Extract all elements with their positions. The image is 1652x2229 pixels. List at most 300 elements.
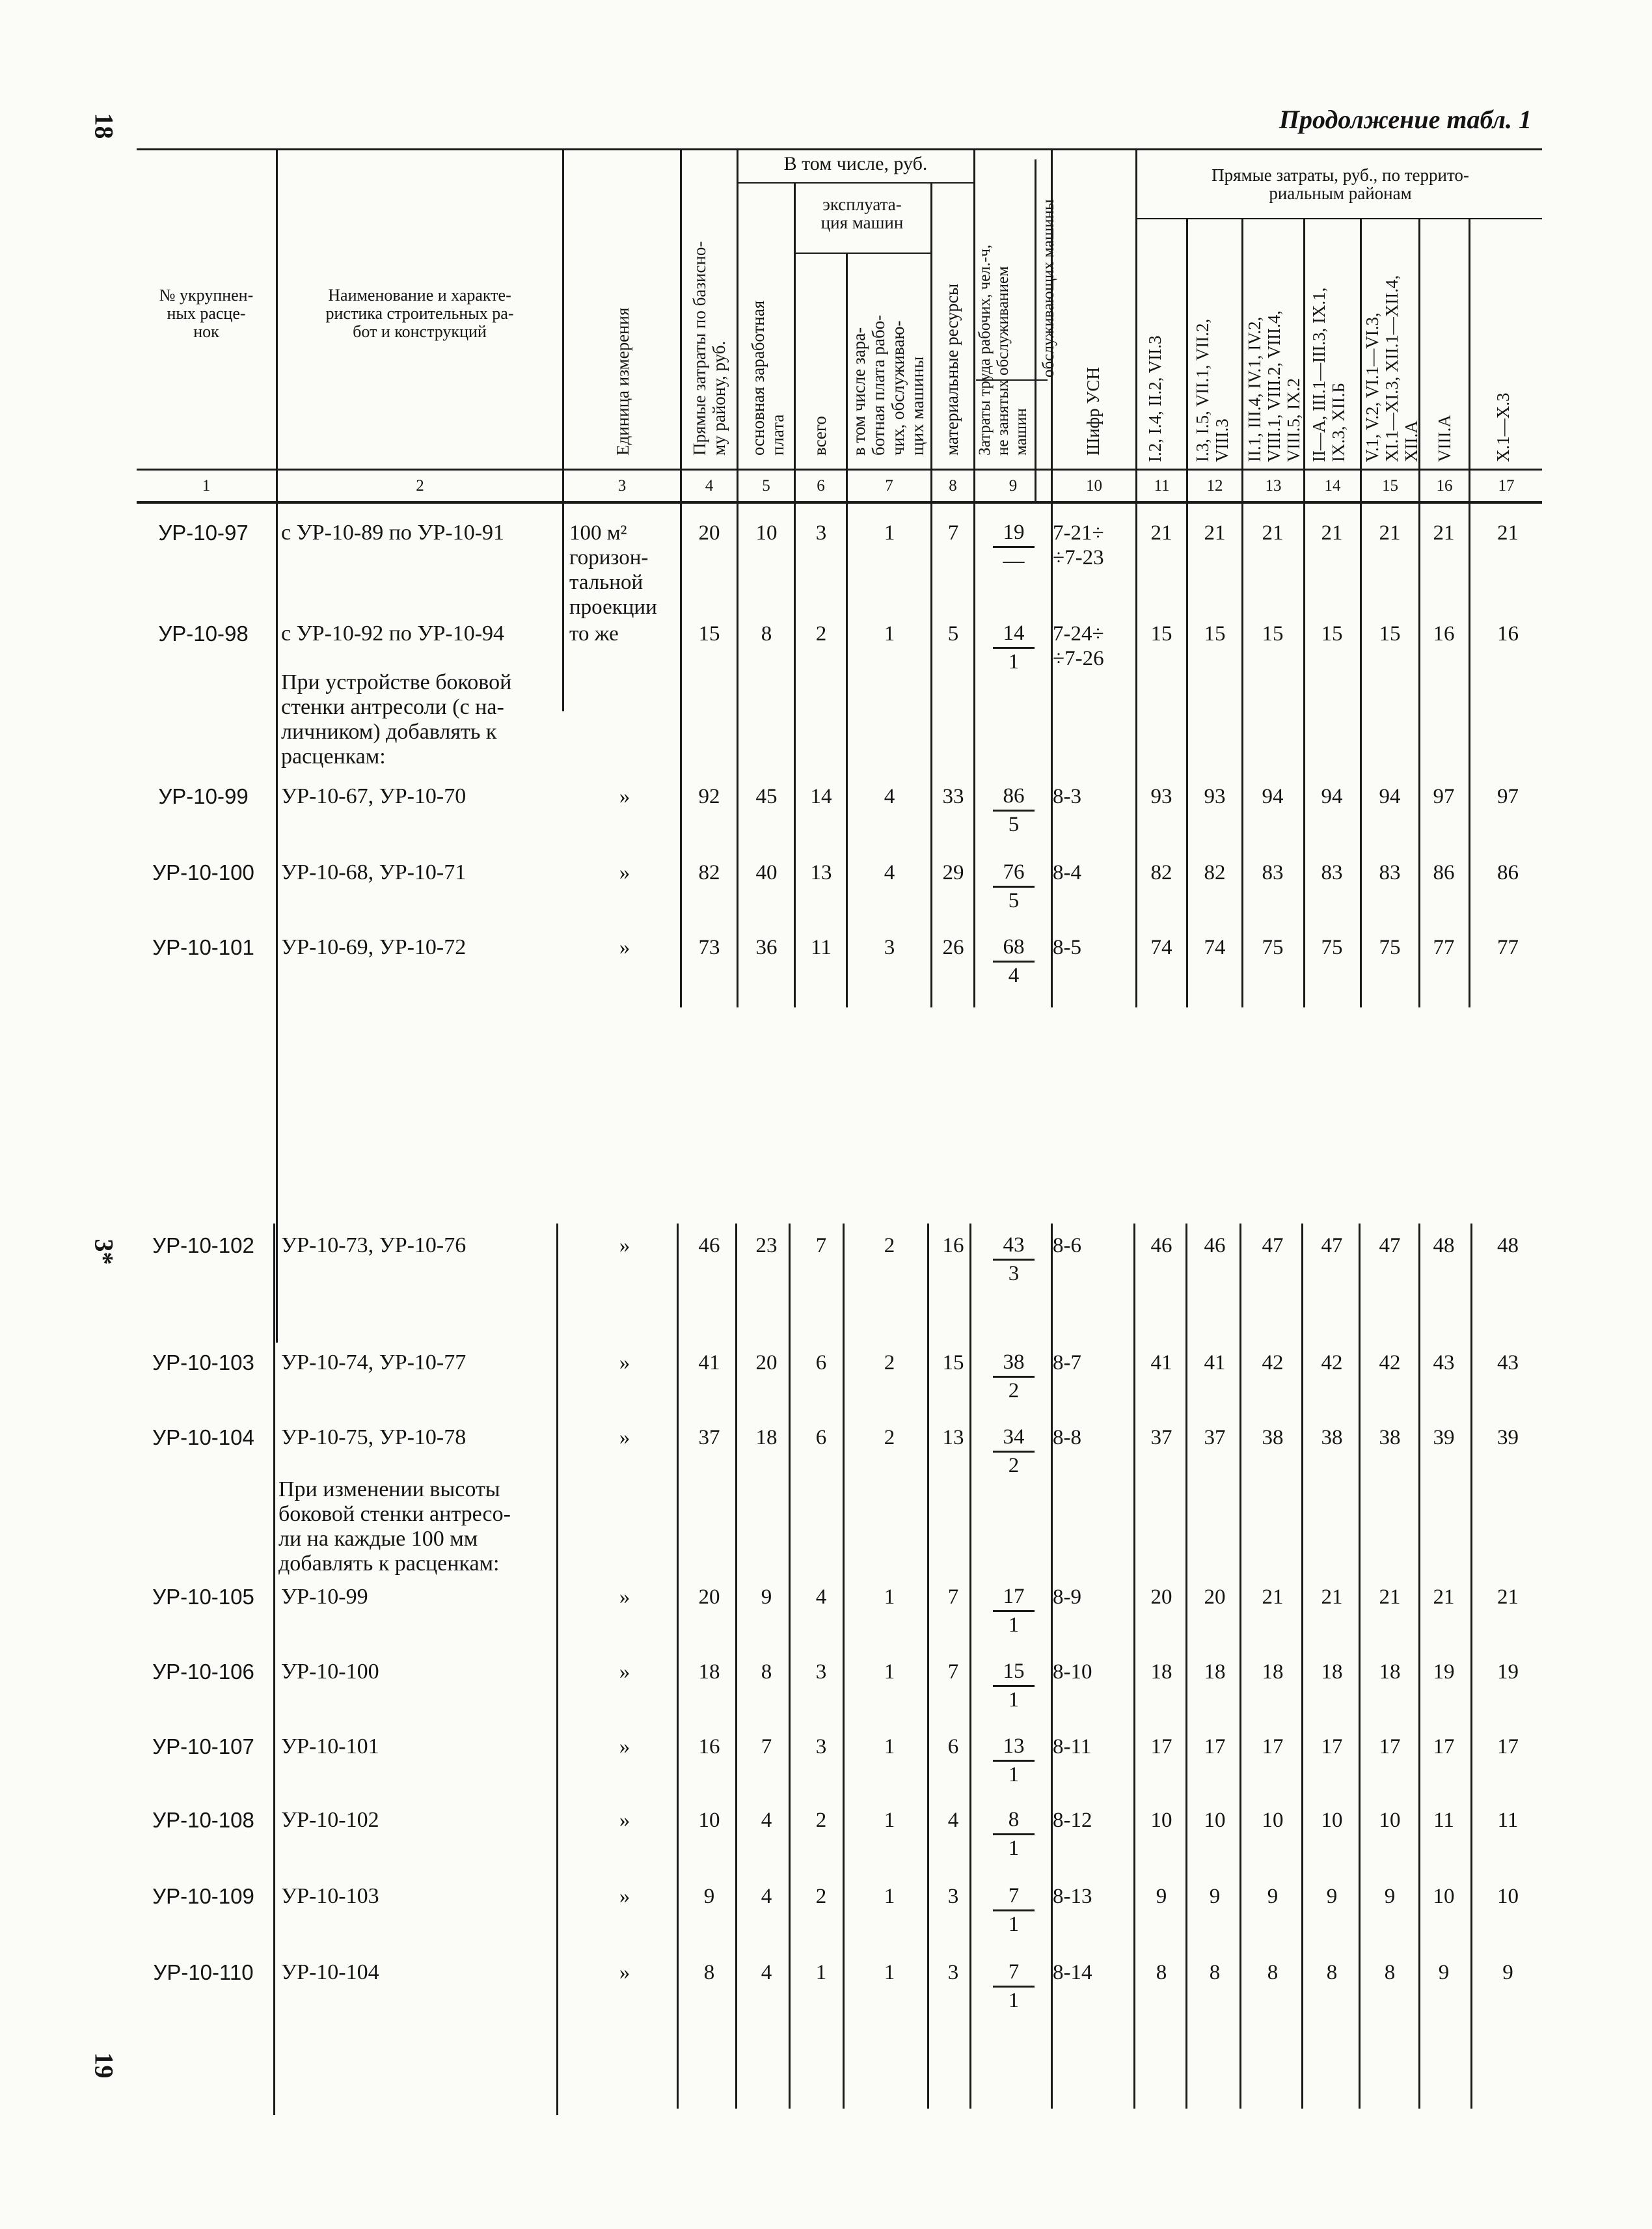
value-c5: 4 <box>761 1961 772 1984</box>
region-c14: 15 <box>1321 622 1343 646</box>
value-c7: 1 <box>884 1961 895 1984</box>
value-c6: 2 <box>815 1809 827 1832</box>
header-col-4: Прямые затраты по базисно- му району, руб. <box>690 241 729 456</box>
value-c5: 8 <box>761 622 772 646</box>
region-c11: 15 <box>1150 622 1172 646</box>
value-c5: 9 <box>761 1585 772 1609</box>
fraction-bar <box>993 886 1035 888</box>
value-c4: 15 <box>698 622 720 646</box>
work-name: УР-10-103 <box>281 1884 379 1908</box>
unit-of-measure: » <box>619 1961 630 1984</box>
value-c7: 2 <box>884 1426 895 1449</box>
labor-top: 34 <box>1003 1425 1025 1449</box>
value-c5: 18 <box>755 1426 778 1449</box>
value-c5: 45 <box>755 785 778 808</box>
header-col-9b: обслуживающих машины <box>1040 199 1057 377</box>
column-number: 15 <box>1382 477 1398 495</box>
region-c13: 83 <box>1262 861 1284 884</box>
region-c14: 17 <box>1321 1735 1343 1758</box>
fraction-bar <box>993 1909 1035 1911</box>
labor-bottom: 1 <box>1008 1688 1020 1712</box>
labor-bottom: 1 <box>1008 1913 1020 1936</box>
region-c14: 42 <box>1321 1351 1343 1374</box>
region-c15: 47 <box>1379 1234 1401 1257</box>
header-col-5: основная заработная плата <box>748 300 787 456</box>
column-number: 5 <box>762 477 770 495</box>
labor-fraction <box>988 784 1040 837</box>
value-c7: 2 <box>884 1351 895 1374</box>
region-c12: 82 <box>1204 861 1226 884</box>
value-c8: 7 <box>947 521 959 545</box>
region-c17: 39 <box>1497 1426 1519 1449</box>
labor-top: 14 <box>1003 622 1025 645</box>
fraction-bar <box>993 1833 1035 1835</box>
region-c14: 38 <box>1321 1426 1343 1449</box>
rate-code: УР-10-106 <box>152 1660 254 1684</box>
work-name: УР-10-69, УР-10-72 <box>281 935 467 959</box>
unit-of-measure: » <box>619 861 630 884</box>
region-c12: 17 <box>1204 1735 1226 1758</box>
work-name: УР-10-68, УР-10-71 <box>281 860 467 884</box>
header-col-17: X.1—X.3 <box>1493 392 1513 462</box>
region-c16: 48 <box>1433 1234 1455 1257</box>
labor-fraction <box>988 1425 1040 1478</box>
value-c4: 41 <box>698 1351 720 1374</box>
region-c11: 9 <box>1156 1885 1167 1908</box>
sheet-mark: 3* <box>89 1238 119 1265</box>
region-c11: 18 <box>1150 1660 1172 1684</box>
header-col-13: II.1, III.4, IV.1, IV.2, VIII.1, VIII.2, VIII.4, VIII.5, IX.2 <box>1245 310 1303 462</box>
labor-bottom: — <box>1003 549 1025 573</box>
work-name: УР-10-75, УР-10-78 <box>281 1425 467 1449</box>
value-c8: 29 <box>942 861 964 884</box>
unit-of-measure: то же <box>569 622 619 646</box>
labor-top: 7 <box>1008 1884 1020 1908</box>
region-c15: 94 <box>1379 785 1401 808</box>
value-c6: 6 <box>815 1351 827 1374</box>
value-c6: 11 <box>811 936 832 959</box>
rate-code: УР-10-109 <box>152 1884 254 1908</box>
usn-code: 7-24÷ ÷7-26 <box>1053 622 1104 670</box>
fraction-bar <box>993 546 1035 548</box>
region-c16: 9 <box>1438 1961 1450 1984</box>
value-c4: 46 <box>698 1234 720 1257</box>
value-c8: 16 <box>942 1234 964 1257</box>
usn-code: 8-9 <box>1053 1585 1081 1609</box>
region-c17: 17 <box>1497 1735 1519 1758</box>
region-c17: 11 <box>1497 1809 1519 1832</box>
unit-of-measure: » <box>619 1426 630 1449</box>
value-c6: 3 <box>815 1735 827 1758</box>
region-c15: 10 <box>1379 1809 1401 1832</box>
labor-bottom: 1 <box>1008 1989 1020 2012</box>
region-c15: 9 <box>1384 1885 1396 1908</box>
value-c5: 4 <box>761 1809 772 1832</box>
region-c14: 83 <box>1321 861 1343 884</box>
region-c16: 21 <box>1433 521 1455 545</box>
value-c5: 8 <box>761 1660 772 1684</box>
header-col-7: в том числе зара- ботная плата рабо- чих, обслуживаю- щих машины <box>849 314 927 456</box>
region-c17: 48 <box>1497 1234 1519 1257</box>
work-name: УР-10-74, УР-10-77 <box>281 1350 467 1374</box>
value-c4: 82 <box>698 861 720 884</box>
labor-fraction <box>988 1660 1040 1712</box>
region-c15: 21 <box>1379 1585 1401 1609</box>
region-c11: 17 <box>1150 1735 1172 1758</box>
value-c4: 20 <box>698 521 720 545</box>
column-number: 16 <box>1436 477 1453 495</box>
value-c8: 7 <box>947 1585 959 1609</box>
labor-fraction <box>988 622 1040 674</box>
region-c12: 10 <box>1204 1809 1226 1832</box>
unit-of-measure: » <box>619 1660 630 1684</box>
usn-code: 8-6 <box>1053 1234 1081 1257</box>
region-c11: 93 <box>1150 785 1172 808</box>
labor-fraction <box>988 1350 1040 1403</box>
region-c13: 9 <box>1267 1885 1279 1908</box>
column-number: 14 <box>1324 477 1341 495</box>
value-c7: 1 <box>884 1809 895 1832</box>
region-c17: 9 <box>1502 1961 1513 1984</box>
fraction-bar <box>993 1610 1035 1612</box>
usn-code: 8-4 <box>1053 861 1081 884</box>
region-c15: 15 <box>1379 622 1401 646</box>
region-c16: 10 <box>1433 1885 1455 1908</box>
labor-fraction <box>988 1808 1040 1861</box>
region-c16: 77 <box>1433 936 1455 959</box>
region-c16: 11 <box>1433 1809 1454 1832</box>
region-c11: 8 <box>1156 1961 1167 1984</box>
region-c13: 10 <box>1262 1809 1284 1832</box>
work-name: УР-10-99 <box>281 1585 368 1609</box>
region-c15: 18 <box>1379 1660 1401 1684</box>
header-group-expl: эксплуата- ция машин <box>820 195 904 232</box>
work-name: с УР-10-89 по УР-10-91 <box>281 521 505 545</box>
value-c8: 3 <box>947 1885 959 1908</box>
value-c6: 7 <box>815 1234 827 1257</box>
region-c15: 8 <box>1384 1961 1396 1984</box>
region-c12: 20 <box>1204 1585 1226 1609</box>
header-group-regions: Прямые затраты, руб., по террито- риальным районам <box>1212 165 1469 203</box>
labor-top: 7 <box>1008 1960 1020 1984</box>
left-page-number: 18 <box>89 113 119 139</box>
region-c17: 43 <box>1497 1351 1519 1374</box>
region-c12: 37 <box>1204 1426 1226 1449</box>
labor-top: 15 <box>1003 1660 1025 1683</box>
value-c4: 10 <box>698 1809 720 1832</box>
region-c16: 39 <box>1433 1426 1455 1449</box>
region-c12: 15 <box>1204 622 1226 646</box>
value-c5: 10 <box>755 521 778 545</box>
labor-bottom: 1 <box>1008 1837 1020 1860</box>
region-c12: 41 <box>1204 1351 1226 1374</box>
header-col-15: V.1, V.2, VI.1—VI.3, XI.1—XI.3, XII.1—XII.4, XII.A <box>1362 275 1421 462</box>
column-number: 4 <box>705 477 714 495</box>
labor-bottom: 5 <box>1008 813 1020 836</box>
region-c17: 21 <box>1497 1585 1519 1609</box>
unit-of-measure: » <box>619 785 630 808</box>
value-c4: 18 <box>698 1660 720 1684</box>
labor-bottom: 3 <box>1008 1262 1020 1285</box>
unit-of-measure: » <box>619 1351 630 1374</box>
header-col-11: I.2, I.4, II.2, VII.3 <box>1145 335 1165 462</box>
region-c13: 18 <box>1262 1660 1284 1684</box>
value-c8: 5 <box>947 622 959 646</box>
rate-code: УР-10-105 <box>152 1585 254 1609</box>
labor-top: 38 <box>1003 1350 1025 1374</box>
unit-of-measure: » <box>619 1234 630 1257</box>
value-c6: 4 <box>815 1585 827 1609</box>
labor-bottom: 2 <box>1008 1454 1020 1477</box>
usn-code: 8-3 <box>1053 785 1081 808</box>
region-c15: 83 <box>1379 861 1401 884</box>
region-c16: 86 <box>1433 861 1455 884</box>
labor-top: 86 <box>1003 784 1025 808</box>
labor-fraction <box>988 521 1040 573</box>
value-c6: 6 <box>815 1426 827 1449</box>
value-c7: 1 <box>884 1660 895 1684</box>
unit-of-measure: 100 м² горизон- тальной проекции <box>569 521 657 619</box>
fraction-bar <box>993 1376 1035 1378</box>
labor-fraction <box>988 935 1040 988</box>
usn-code: 8-7 <box>1053 1351 1081 1374</box>
usn-code: 8-10 <box>1053 1660 1092 1684</box>
column-number: 11 <box>1154 477 1170 495</box>
rate-code: УР-10-97 <box>158 521 249 545</box>
unit-of-measure: » <box>619 1885 630 1908</box>
labor-top: 19 <box>1003 521 1025 544</box>
rate-code: УР-10-98 <box>158 622 249 646</box>
value-c6: 14 <box>810 785 832 808</box>
column-number: 8 <box>949 477 957 495</box>
value-c8: 26 <box>942 936 964 959</box>
rate-code: УР-10-108 <box>152 1808 254 1832</box>
labor-top: 17 <box>1003 1585 1025 1608</box>
value-c8: 13 <box>942 1426 964 1449</box>
note-height-change: При изменении высоты боковой стенки антресо- ли на каждые 100 мм добавлять к расценкам: <box>278 1477 511 1576</box>
work-name: УР-10-67, УР-10-70 <box>281 784 467 808</box>
column-number: 17 <box>1498 477 1515 495</box>
region-c13: 94 <box>1262 785 1284 808</box>
region-c12: 9 <box>1209 1885 1221 1908</box>
column-number: 2 <box>416 477 424 495</box>
usn-code: 8-12 <box>1053 1809 1092 1832</box>
region-c14: 8 <box>1326 1961 1338 1984</box>
region-c16: 21 <box>1433 1585 1455 1609</box>
value-c4: 92 <box>698 785 720 808</box>
note-side-wall: При устройстве боковой стенки антресоли (с на- личником) добавлять к расценкам: <box>281 670 512 769</box>
region-c14: 94 <box>1321 785 1343 808</box>
value-c6: 1 <box>815 1961 827 1984</box>
value-c4: 37 <box>698 1426 720 1449</box>
region-c17: 10 <box>1497 1885 1519 1908</box>
value-c7: 1 <box>884 622 895 646</box>
value-c7: 1 <box>884 1735 895 1758</box>
rate-code: УР-10-107 <box>152 1734 254 1758</box>
value-c6: 3 <box>815 1660 827 1684</box>
region-c15: 21 <box>1379 521 1401 545</box>
header-col-3: Единица измерения <box>613 307 632 456</box>
column-number: 9 <box>1009 477 1018 495</box>
labor-fraction <box>988 1233 1040 1286</box>
region-c14: 47 <box>1321 1234 1343 1257</box>
header-col-14: II—A, III.1—III.3, IX.1, IX.3, XII.Б <box>1309 287 1348 462</box>
fraction-bar <box>993 1451 1035 1453</box>
column-number: 10 <box>1086 477 1102 495</box>
column-number: 6 <box>817 477 825 495</box>
header-group-v-tom: В том числе, руб. <box>783 153 928 174</box>
value-c6: 2 <box>815 1885 827 1908</box>
value-c7: 1 <box>884 521 895 545</box>
region-c13: 38 <box>1262 1426 1284 1449</box>
region-c13: 8 <box>1267 1961 1279 1984</box>
column-number: 3 <box>617 477 627 495</box>
labor-bottom: 1 <box>1008 650 1020 674</box>
rate-code: УР-10-110 <box>153 1960 254 1984</box>
labor-fraction <box>988 1734 1040 1787</box>
value-c5: 36 <box>755 936 778 959</box>
region-c15: 17 <box>1379 1735 1401 1758</box>
table-caption: Продолжение табл. 1 <box>1279 105 1532 134</box>
labor-top: 43 <box>1003 1233 1025 1257</box>
region-c16: 16 <box>1433 622 1455 646</box>
header-col-10: Шифр УСН <box>1083 366 1103 456</box>
unit-of-measure: » <box>619 1809 630 1832</box>
value-c8: 3 <box>947 1961 959 1984</box>
header-col-16: VIII.A <box>1435 415 1454 462</box>
labor-fraction <box>988 1960 1040 2013</box>
region-c13: 75 <box>1262 936 1284 959</box>
region-c12: 93 <box>1204 785 1226 808</box>
value-c5: 40 <box>755 861 778 884</box>
value-c6: 2 <box>815 622 827 646</box>
region-c12: 46 <box>1204 1234 1226 1257</box>
rate-code: УР-10-101 <box>152 935 254 959</box>
region-c12: 74 <box>1204 936 1226 959</box>
region-c17: 21 <box>1497 521 1519 545</box>
fraction-bar <box>993 1760 1035 1762</box>
region-c12: 18 <box>1204 1660 1226 1684</box>
region-c13: 21 <box>1262 521 1284 545</box>
region-c17: 19 <box>1497 1660 1519 1684</box>
value-c4: 20 <box>698 1585 720 1609</box>
region-c11: 37 <box>1150 1426 1172 1449</box>
header-col-8: материальные ресурсы <box>942 283 962 456</box>
region-c13: 47 <box>1262 1234 1284 1257</box>
region-c15: 42 <box>1379 1351 1401 1374</box>
value-c4: 73 <box>698 936 720 959</box>
labor-bottom: 4 <box>1008 964 1020 987</box>
value-c5: 7 <box>761 1735 772 1758</box>
value-c8: 7 <box>947 1660 959 1684</box>
region-c11: 41 <box>1150 1351 1172 1374</box>
region-c14: 9 <box>1326 1885 1338 1908</box>
region-c13: 15 <box>1262 622 1284 646</box>
region-c14: 21 <box>1321 521 1343 545</box>
usn-code: 7-21÷ ÷7-23 <box>1053 521 1104 569</box>
labor-bottom: 2 <box>1008 1379 1020 1402</box>
work-name: УР-10-102 <box>281 1808 379 1832</box>
fraction-bar <box>993 1259 1035 1261</box>
work-name: УР-10-100 <box>281 1660 379 1684</box>
fraction-bar <box>993 961 1035 963</box>
value-c7: 3 <box>884 936 895 959</box>
header-col-12: I.3, I.5, VII.1, VII.2, VIII.3 <box>1193 318 1232 462</box>
region-c16: 19 <box>1433 1660 1455 1684</box>
usn-code: 8-14 <box>1053 1961 1092 1984</box>
work-name: УР-10-101 <box>281 1734 379 1758</box>
region-c17: 77 <box>1497 936 1519 959</box>
fraction-bar <box>993 1685 1035 1687</box>
labor-top: 76 <box>1003 860 1025 884</box>
region-c12: 8 <box>1209 1961 1221 1984</box>
value-c7: 1 <box>884 1585 895 1609</box>
value-c7: 1 <box>884 1885 895 1908</box>
region-c13: 42 <box>1262 1351 1284 1374</box>
column-number: 12 <box>1206 477 1223 495</box>
labor-bottom: 1 <box>1008 1763 1020 1786</box>
labor-top: 8 <box>1008 1808 1020 1831</box>
region-c17: 86 <box>1497 861 1519 884</box>
rate-code: УР-10-104 <box>152 1425 254 1449</box>
labor-bottom: 5 <box>1008 889 1020 912</box>
region-c14: 75 <box>1321 936 1343 959</box>
value-c7: 4 <box>884 785 895 808</box>
region-c13: 17 <box>1262 1735 1284 1758</box>
unit-of-measure: » <box>619 1585 630 1609</box>
fraction-bar <box>993 810 1035 812</box>
labor-fraction <box>988 1884 1040 1937</box>
value-c5: 20 <box>755 1351 778 1374</box>
value-c8: 15 <box>942 1351 964 1374</box>
work-name: УР-10-104 <box>281 1960 379 1984</box>
value-c6: 13 <box>810 861 832 884</box>
value-c8: 33 <box>942 785 964 808</box>
region-c11: 46 <box>1150 1234 1172 1257</box>
unit-of-measure: » <box>619 1735 630 1758</box>
value-c7: 2 <box>884 1234 895 1257</box>
region-c17: 16 <box>1497 622 1519 646</box>
value-c8: 4 <box>947 1809 959 1832</box>
column-number: 1 <box>202 477 211 495</box>
region-c14: 21 <box>1321 1585 1343 1609</box>
region-c11: 10 <box>1150 1809 1172 1832</box>
region-c17: 97 <box>1497 785 1519 808</box>
fraction-bar <box>993 1986 1035 1988</box>
region-c15: 38 <box>1379 1426 1401 1449</box>
header-col-2: Наименование и характе- ристика строительных ра- бот и конструкций <box>325 286 514 341</box>
region-c14: 10 <box>1321 1809 1343 1832</box>
value-c4: 16 <box>698 1735 720 1758</box>
labor-bottom: 1 <box>1008 1613 1020 1637</box>
rate-code: УР-10-99 <box>158 784 249 808</box>
region-c16: 97 <box>1433 785 1455 808</box>
unit-of-measure: » <box>619 936 630 959</box>
usn-code: 8-8 <box>1053 1426 1081 1449</box>
header-col-9a: Затраты труда рабочих, чел.-ч, не занятых обслуживанием машин <box>976 244 1030 456</box>
right-page-number: 19 <box>89 2052 119 2079</box>
region-c16: 43 <box>1433 1351 1455 1374</box>
value-c5: 4 <box>761 1885 772 1908</box>
region-c11: 82 <box>1150 861 1172 884</box>
column-number: 13 <box>1265 477 1282 495</box>
labor-fraction <box>988 860 1040 913</box>
labor-fraction <box>988 1585 1040 1637</box>
rate-code: УР-10-102 <box>152 1233 254 1257</box>
value-c7: 4 <box>884 861 895 884</box>
usn-code: 8-11 <box>1053 1735 1092 1758</box>
rate-code: УР-10-103 <box>152 1350 254 1374</box>
